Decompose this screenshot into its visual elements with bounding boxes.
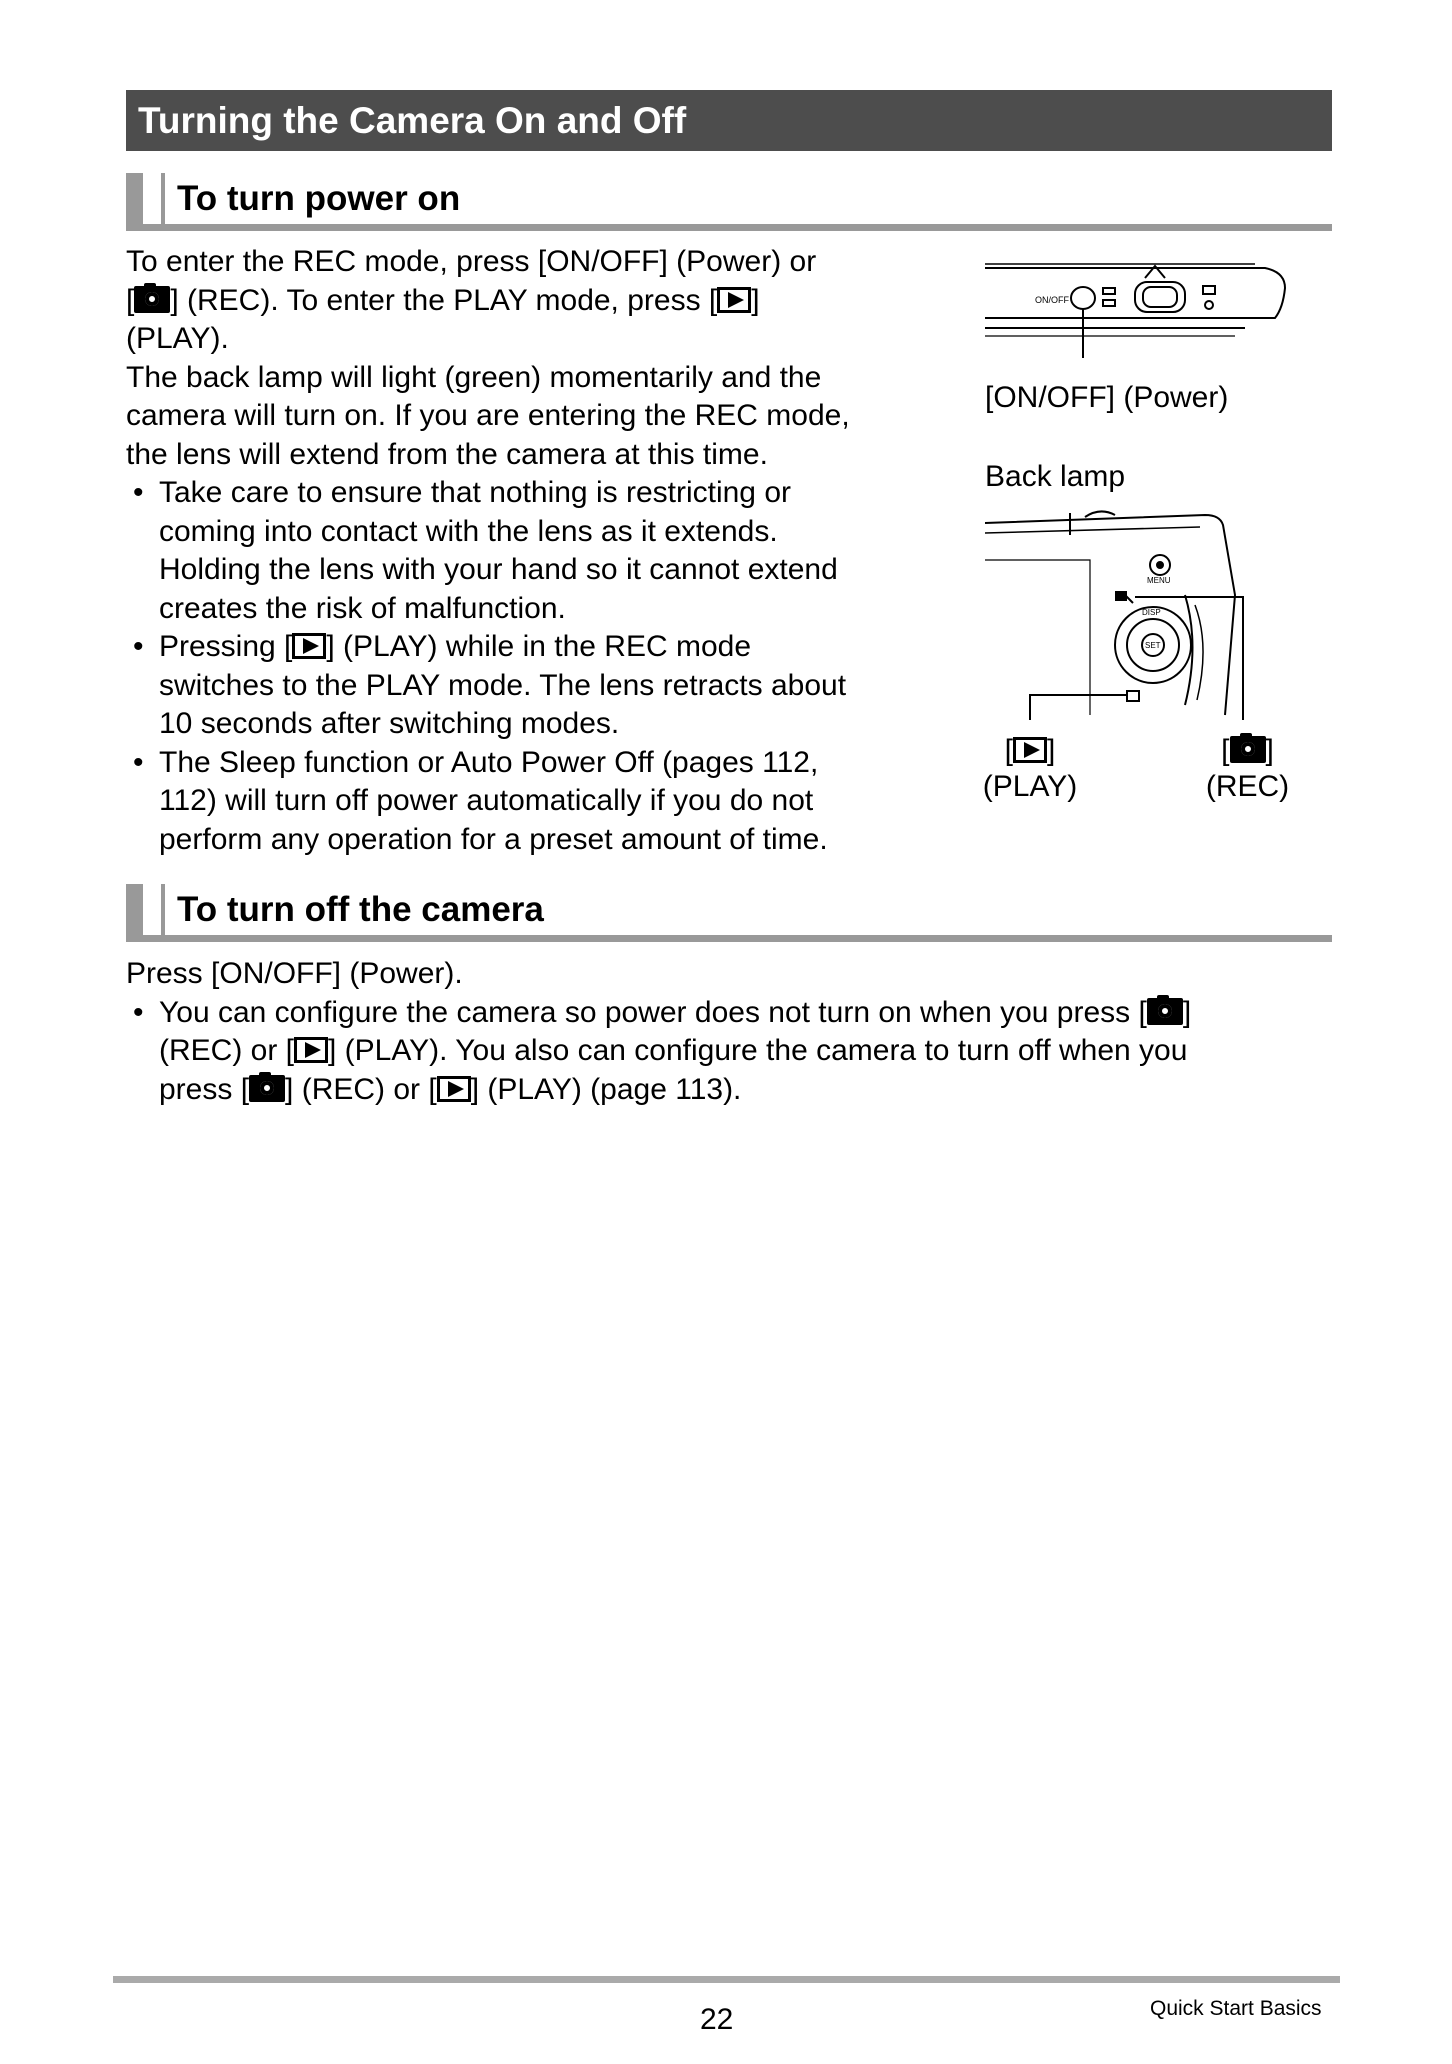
rec-button-label xyxy=(1200,733,1295,805)
heading-marker-thin xyxy=(161,884,165,942)
camera-icon xyxy=(249,1075,285,1102)
intro-line xyxy=(126,282,926,321)
camera-back-view-illustration xyxy=(985,505,1285,720)
bullet-list xyxy=(126,994,1332,1110)
text: (PLAY). xyxy=(126,322,229,355)
footer-rule xyxy=(113,1976,1340,1983)
text: ] (PLAY) (page 113). xyxy=(470,1072,742,1106)
text: camera will turn on. If you are entering the REC mode, xyxy=(126,399,850,432)
play-icon xyxy=(437,1076,471,1102)
text: ] (REC) or [ xyxy=(285,1072,437,1106)
intro-line xyxy=(126,320,926,359)
play-text: (PLAY) xyxy=(982,770,1078,803)
play-icon-line xyxy=(975,733,1085,769)
list-item xyxy=(126,628,926,744)
onoff-power-label: [ON/OFF] (Power) xyxy=(985,381,1229,414)
section-heading-power-on xyxy=(126,173,1332,231)
text: 10 seconds after switching modes. xyxy=(159,707,620,740)
text-line xyxy=(159,1071,1332,1110)
text: ] xyxy=(1265,734,1274,767)
text: creates the risk of malfunction. xyxy=(159,591,566,625)
list-item xyxy=(126,744,926,860)
text: coming into contact with the lens as it extends. xyxy=(159,514,778,548)
list-item xyxy=(126,994,1332,1110)
text: press [ xyxy=(159,1072,250,1106)
camera-icon-line xyxy=(1200,733,1295,769)
text: Pressing [ xyxy=(159,630,293,663)
text: [ xyxy=(126,283,135,317)
text: ] xyxy=(1047,734,1056,767)
intro-line xyxy=(126,436,926,475)
list-item xyxy=(126,474,926,628)
play-icon xyxy=(292,633,326,659)
text-line xyxy=(159,628,926,667)
intro-line xyxy=(126,359,926,398)
text: ] (PLAY) while in the REC mode xyxy=(326,630,752,663)
play-button-label xyxy=(975,733,1085,805)
rec-text: (REC) xyxy=(1205,770,1290,803)
text: the lens will extend from the camera at this time. xyxy=(126,437,768,471)
set-text: SET xyxy=(1145,641,1161,650)
intro-line: Press [ON/OFF] (Power). xyxy=(126,957,463,990)
footer-section-name: Quick Start Basics xyxy=(1150,1997,1322,2020)
page-title: Turning the Camera On and Off xyxy=(126,90,1332,151)
text: Holding the lens with your hand so it cannot extend xyxy=(159,553,838,586)
play-icon xyxy=(1013,737,1047,763)
heading-underline xyxy=(126,935,1332,942)
heading-marker xyxy=(126,884,143,942)
text: ] xyxy=(751,283,760,317)
camera-icon xyxy=(134,286,170,313)
text: [ xyxy=(1221,734,1230,767)
bullet-list xyxy=(126,474,926,859)
onoff-top-text: ON/OFF xyxy=(1035,295,1069,305)
section-heading-label: To turn power on xyxy=(177,179,461,218)
intro-line xyxy=(126,397,926,436)
text: You can configure the camera so power does not turn on when you press [ xyxy=(159,995,1147,1029)
heading-marker-thin xyxy=(161,173,165,231)
text: • The Sleep function or Auto Power Off (pages 112, xyxy=(159,745,819,779)
text: [ xyxy=(1004,734,1013,767)
text-line xyxy=(159,994,1332,1033)
text-line xyxy=(159,1032,1332,1071)
text: (REC) or [ xyxy=(159,1034,294,1067)
menu-text: MENU xyxy=(1147,576,1171,585)
back-lamp-label: Back lamp xyxy=(985,460,1126,493)
play-icon xyxy=(294,1037,328,1063)
section-heading-power-off xyxy=(126,884,1332,942)
camera-top-view-illustration xyxy=(985,258,1290,358)
camera-icon xyxy=(1230,736,1266,763)
text: ] (REC). To enter the PLAY mode, press [ xyxy=(170,283,718,317)
camera-icon xyxy=(1147,998,1183,1025)
text: perform any operation for a preset amount of time. xyxy=(159,822,828,856)
text: ] xyxy=(1182,995,1192,1029)
text: switches to the PLAY mode. The lens retracts about xyxy=(159,668,847,702)
text: 112) will turn off power automatically if you do not xyxy=(159,784,814,817)
heading-underline xyxy=(126,224,1332,231)
text: ] (PLAY). You also can configure the camera to turn off when you xyxy=(328,1034,1188,1067)
disp-text: DISP xyxy=(1142,608,1161,617)
text: The back lamp will light (green) momentarily and the xyxy=(126,360,822,394)
section2-body xyxy=(126,955,1332,1109)
play-icon xyxy=(717,287,751,313)
page-number: 22 xyxy=(700,2003,734,2036)
heading-marker xyxy=(126,173,143,231)
intro-line xyxy=(126,243,926,282)
section-heading-label: To turn off the camera xyxy=(177,890,544,929)
text: • Take care to ensure that nothing is restricting or xyxy=(159,476,791,509)
section1-body xyxy=(126,243,926,859)
text: To enter the REC mode, press [ON/OFF] (Power) or xyxy=(126,245,817,278)
